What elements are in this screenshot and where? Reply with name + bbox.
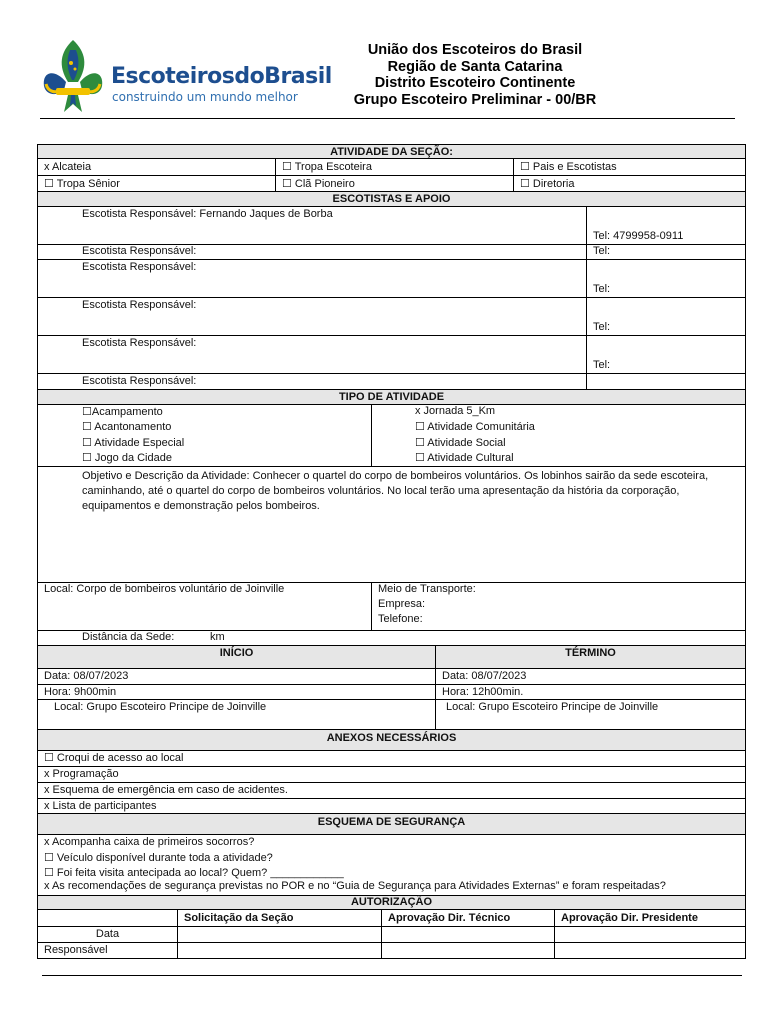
header-divider: [40, 118, 735, 119]
section-header-autorizacao: AUTORIZAÇÃO: [37, 896, 746, 910]
col-solicitacao: Solicitação da Seção: [177, 910, 381, 926]
seguranca-veiculo[interactable]: ☐ Veículo disponível durante toda a atividade?: [44, 852, 273, 864]
escotista-tel-field[interactable]: Tel:: [593, 359, 611, 371]
escotista-row: [37, 374, 746, 390]
tipo-grid: [37, 405, 746, 467]
seguranca-recomendacoes[interactable]: x As recomendações de segurança previstas no POR e no “Guia de Segurança para Atividades Externas” e foram respeitadas?: [44, 880, 666, 892]
brand-tagline: construindo um mundo melhor: [112, 90, 298, 104]
header-line-2: Região de Santa Catarina: [387, 58, 563, 75]
distancia-label: Distância da Sede:: [82, 631, 175, 643]
seguranca-visita[interactable]: ☐ Foi feita visita antecipada ao local? Quem? ____________: [44, 867, 344, 879]
responsavel-tecnico-cell[interactable]: [381, 943, 554, 958]
option-acantonamento[interactable]: ☐ Acantonamento: [82, 421, 172, 433]
local-transporte-row: [37, 583, 746, 631]
descricao-text[interactable]: Objetivo e Descrição da Atividade: Conhecer o quartel do corpo de bombeiros voluntários. Os lobinhos sairão da sede escoteira, caminhando, até o quartel do corpo de bombeiros voluntários. No local terão uma apresentação da história da corporação, equipamentos e demonstração pelos bombeiros.: [82, 470, 709, 512]
option-cla-pioneiro[interactable]: ☐ Clã Pioneiro: [275, 176, 513, 191]
termino-data[interactable]: Data: 08/07/2023: [435, 669, 745, 684]
escotista-tel-field[interactable]: Tel: 4799958-0911: [593, 230, 684, 242]
footer-divider: [42, 975, 742, 976]
seguranca-primeiros-socorros[interactable]: x Acompanha caixa de primeiros socorros?: [44, 836, 255, 848]
telefone-field[interactable]: Telefone:: [378, 613, 423, 625]
autorizacao-responsavel-row: [37, 943, 746, 959]
seguranca-box: [37, 835, 746, 896]
autorizacao-header-row: [37, 910, 746, 927]
anexo-item: [37, 751, 746, 767]
anexo-programacao[interactable]: x Programação: [44, 768, 119, 780]
header-line-4: Grupo Escoteiro Preliminar - 00/BR: [353, 91, 597, 108]
inicio-data[interactable]: Data: 08/07/2023: [44, 670, 129, 682]
row-responsavel-label: Responsável: [44, 944, 108, 956]
local-row: [37, 700, 746, 730]
escotista-row: [37, 298, 746, 336]
escotista-row: [37, 245, 746, 260]
header-line-1: União dos Escoteiros do Brasil: [367, 42, 583, 58]
termino-hora[interactable]: Hora: 12h00min.: [435, 685, 745, 699]
col-aprovacao-presidente: Aprovação Dir. Presidente: [554, 910, 745, 926]
autorizacao-data-row: [37, 927, 746, 943]
anexo-item: [37, 783, 746, 799]
escotista-row: [37, 260, 746, 298]
termino-title: TÉRMINO: [435, 646, 745, 668]
option-acampamento[interactable]: ☐Acampamento: [82, 406, 163, 418]
option-tropa-escoteira[interactable]: ☐ Tropa Escoteira: [275, 159, 513, 175]
inicio-hora[interactable]: Hora: 9h00min: [44, 686, 117, 698]
option-atividade-especial[interactable]: ☐ Atividade Especial: [82, 437, 185, 449]
section-header-seguranca: ESQUEMA DE SEGURANÇA: [37, 814, 746, 835]
inicio-termino-header: [37, 646, 746, 669]
anexo-item: [37, 767, 746, 783]
hora-row: [37, 685, 746, 700]
atividade-row-2: [37, 176, 746, 192]
escotista-row: [37, 207, 746, 245]
option-pais-escotistas[interactable]: ☐ Pais e Escotistas: [513, 159, 745, 175]
activity-form: [37, 144, 746, 959]
option-jornada[interactable]: x Jornada 5_Km: [415, 405, 496, 417]
option-tropa-senior[interactable]: ☐ Tropa Sênior: [44, 178, 120, 190]
section-header-anexos: ANEXOS NECESSÁRIOS: [37, 730, 746, 751]
organization-header: [320, 42, 630, 108]
escotista-tel-field[interactable]: Tel:: [593, 283, 611, 295]
row-data-label: Data: [95, 928, 120, 940]
fleur-de-lis-icon: [40, 38, 110, 116]
data-tecnico-cell[interactable]: [381, 927, 554, 942]
header-line-3: Distrito Escoteiro Continente: [374, 75, 576, 91]
local-field[interactable]: Local: Corpo de bombeiros voluntário de Joinville: [44, 583, 285, 595]
option-jogo-da-cidade[interactable]: ☐ Jogo da Cidade: [82, 452, 172, 464]
data-row: [37, 669, 746, 685]
anexo-esquema-emergencia[interactable]: x Esquema de emergência em caso de acidentes.: [44, 784, 288, 796]
inicio-title: INÍCIO: [219, 647, 254, 659]
data-solicitacao-cell[interactable]: [177, 927, 381, 942]
atividade-row-1: [37, 159, 746, 176]
section-header-escotistas: ESCOTISTAS E APOIO: [37, 192, 746, 207]
section-header-tipo: TIPO DE ATIVIDADE: [37, 390, 746, 405]
responsavel-presidente-cell[interactable]: [554, 943, 745, 958]
data-presidente-cell[interactable]: [554, 927, 745, 942]
empresa-field[interactable]: Empresa:: [378, 598, 426, 610]
option-diretoria[interactable]: ☐ Diretoria: [513, 176, 745, 191]
escotista-responsavel-field[interactable]: Escotista Responsável:: [82, 299, 197, 311]
escotista-tel-field[interactable]: Tel:: [593, 245, 611, 257]
inicio-local[interactable]: Local: Grupo Escoteiro Principe de Joinville: [54, 701, 267, 713]
col-aprovacao-tecnico: Aprovação Dir. Técnico: [381, 910, 554, 926]
distancia-unit[interactable]: km: [210, 631, 225, 643]
section-header-atividade: ATIVIDADE DA SEÇÃO:: [37, 144, 746, 159]
escotista-responsavel-field[interactable]: Escotista Responsável:: [82, 375, 197, 387]
distancia-row: [37, 631, 746, 646]
anexo-item: [37, 799, 746, 814]
descricao-box: [37, 467, 746, 583]
meio-transporte-field[interactable]: Meio de Transporte:: [378, 583, 476, 595]
termino-local[interactable]: Local: Grupo Escoteiro Principe de Joinville: [435, 700, 745, 729]
escotista-responsavel-field[interactable]: Escotista Responsável:: [82, 261, 197, 273]
responsavel-solicitacao-cell[interactable]: [177, 943, 381, 958]
option-atividade-comunitaria[interactable]: ☐ Atividade Comunitária: [415, 421, 535, 433]
escotista-row: [37, 336, 746, 374]
brand-name: EscoteirosdoBrasil: [111, 64, 332, 89]
option-atividade-cultural[interactable]: ☐ Atividade Cultural: [415, 452, 514, 464]
anexo-lista-participantes[interactable]: x Lista de participantes: [44, 800, 157, 812]
option-alcateia[interactable]: x Alcateia: [44, 161, 92, 173]
escotista-responsavel-field[interactable]: Escotista Responsável:: [82, 245, 197, 257]
scouts-logo: [40, 38, 332, 116]
anexo-croqui[interactable]: ☐ Croqui de acesso ao local: [44, 752, 184, 764]
escotista-responsavel-field[interactable]: Escotista Responsável: Fernando Jaques de Borba: [82, 208, 333, 220]
escotista-responsavel-field[interactable]: Escotista Responsável:: [82, 337, 197, 349]
option-atividade-social[interactable]: ☐ Atividade Social: [415, 437, 506, 449]
escotista-tel-field[interactable]: Tel:: [593, 321, 611, 333]
